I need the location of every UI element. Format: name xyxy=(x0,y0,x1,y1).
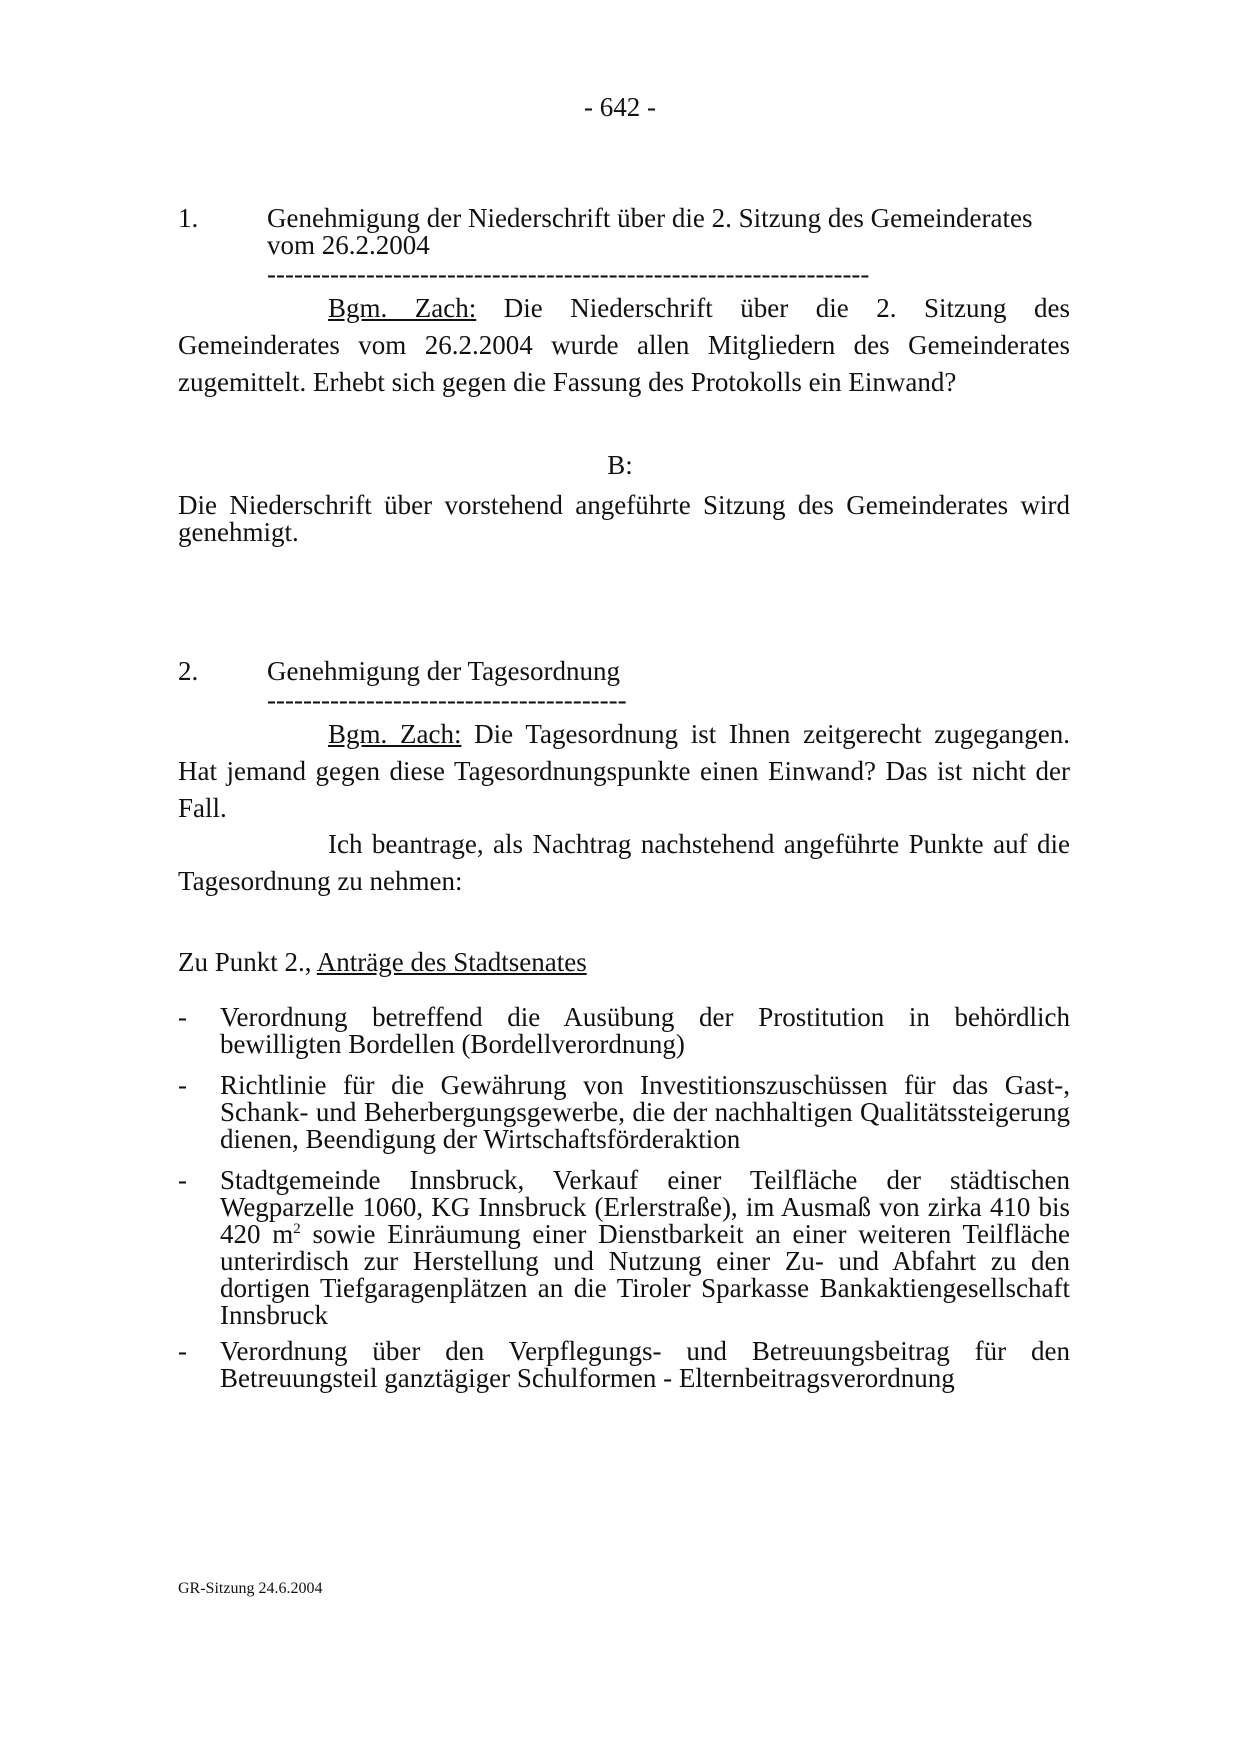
bullet-dash: - xyxy=(178,1070,187,1100)
bullet-text: Verordnung betreffend die Ausübung der Prostitution in behördlich bewilligten Bordellen (Bordellverordnung) xyxy=(220,1002,1070,1059)
item1-dashes: ------------------------------------------------------------------- xyxy=(267,264,870,284)
page-number: - 642 - xyxy=(584,92,656,122)
item1-speaker: Bgm. Zach: xyxy=(328,293,477,323)
item2-number: 2. xyxy=(178,656,199,686)
bullet-dash: - xyxy=(178,1336,187,1366)
item1-decision-text: Die Niederschrift über vorstehend angeführte Sitzung des Gemeinderates wird genehmigt. xyxy=(178,490,1070,547)
item2-speech xyxy=(178,716,1070,827)
bullet-dash: - xyxy=(178,1002,187,1032)
bullet-text-3 xyxy=(220,1167,1070,1329)
item2-subheading xyxy=(178,944,1070,981)
item2-proposal: Ich beantrage, als Nachtrag nachstehend angeführte Punkte auf die Tagesordnung zu nehmen: xyxy=(178,829,1070,896)
item1-number: 1. xyxy=(178,203,199,233)
item1-speech-text: Die Niederschrift über die 2. Sitzung des Gemeinderates vom 26.2.2004 wurde allen Mitgliedern des Gemeinderates zugemittelt. Erhebt sich gegen die Fassung des Protokolls ein Einwand? xyxy=(178,293,1070,397)
bullet-text: Verordnung über den Verpflegungs- und Betreuungsbeitrag für den Betreuungsteil ganztägiger Schulformen - Elternbeitragsverordnung xyxy=(220,1336,1070,1393)
footer: GR-Sitzung 24.6.2004 xyxy=(178,1580,323,1597)
item2-speaker: Bgm. Zach: xyxy=(328,719,462,749)
bullet3-sup: 2 xyxy=(293,1221,301,1237)
bullet3-main: Stadtgemeinde Innsbruck, Verkauf einer Teilfläche der städtischen Wegparzelle 1060, KG Innsbruck (Erlerstraße), im Ausmaß von zirka 410 bis 420 m xyxy=(220,1165,1070,1249)
item2-speech-text: Die Tagesordnung ist Ihnen zeitgerecht zugegangen. Hat jemand gegen diese Tagesordnungspunkte einen Einwand? Das ist nicht der Fall. xyxy=(178,719,1070,823)
item2-title: Genehmigung der Tagesordnung xyxy=(267,656,621,686)
bullet-text: Richtlinie für die Gewährung von Investitionszuschüssen für das Gast-, Schank- und Beherbergungsgewerbe, die der nachhaltigen Qualitätssteigerung dienen, Beendigung der Wirtschaftsförderaktion xyxy=(220,1070,1070,1154)
subheading-prefix: Zu Punkt 2., xyxy=(178,947,317,977)
item1-speech xyxy=(178,290,1070,401)
item1-decision-label: B: xyxy=(607,450,633,480)
item1-title: Genehmigung der Niederschrift über die 2. Sitzung des Gemeinderates vom 26.2.2004 xyxy=(267,203,1033,260)
bullet-dash: - xyxy=(178,1165,187,1195)
subheading-link: Anträge des Stadtsenates xyxy=(316,947,587,977)
item2-dashes: ---------------------------------------- xyxy=(267,690,627,710)
bullet3-rest: sowie Einräumung einer Dienstbarkeit an einer weiteren Teilfläche unterirdisch zur Herstellung und Nutzung einer Zu- und Abfahrt zu den dortigen Tiefgaragenplätzen an die Tiroler Sparkasse Bankaktiengesellschaft Innsbruck xyxy=(220,1219,1070,1330)
